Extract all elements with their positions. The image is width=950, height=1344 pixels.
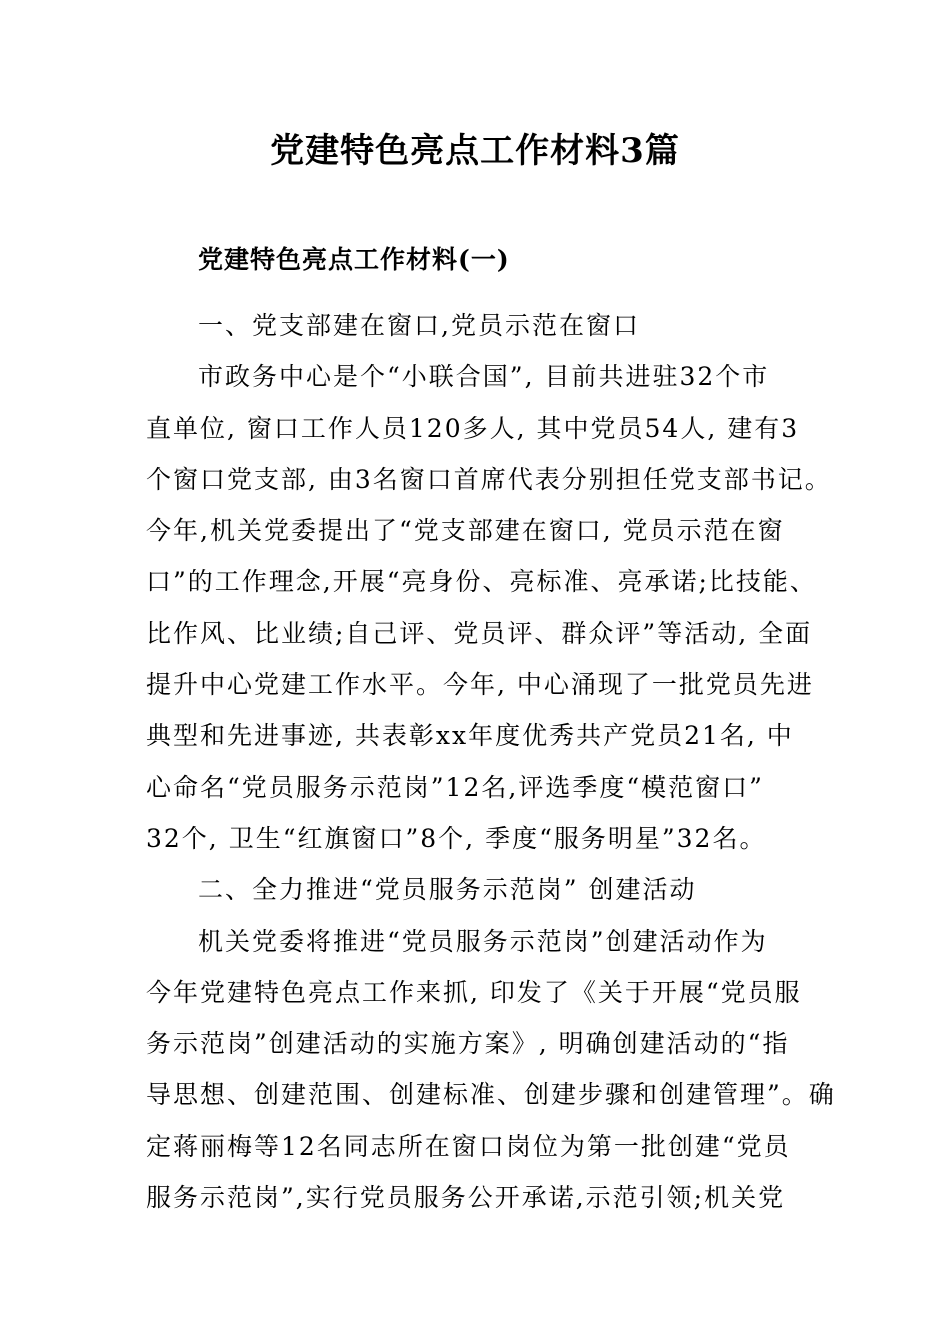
document-title: 党建特色亮点工作材料3篇	[270, 131, 680, 171]
body-line: 服务示范岗”,实行党员服务公开承诺,示范引领;机关党	[146, 1183, 786, 1213]
body-line: 二、全力推进“党员服务示范岗” 创建活动	[198, 875, 697, 905]
document-body	[146, 300, 836, 1223]
body-line: 务示范岗”创建活动的实施方案》, 明确创建活动的“指	[146, 1029, 790, 1059]
body-line: 提升中心党建工作水平。今年, 中心涌现了一批党员先进	[146, 670, 814, 700]
body-line: 个窗口党支部, 由3名窗口首席代表分别担任党支部书记。	[146, 464, 832, 494]
body-line: 今年党建特色亮点工作来抓, 印发了《关于开展“党员服	[146, 977, 802, 1007]
body-line: 比作风、比业绩;自己评、党员评、群众评”等活动, 全面	[146, 618, 813, 648]
body-line: 口”的工作理念,开展“亮身份、亮标准、亮承诺;比技能、	[146, 567, 817, 597]
body-line: 32个, 卫生“红旗窗口”8个, 季度“服务明星”32名。	[146, 823, 767, 853]
body-line: 直单位, 窗口工作人员120多人, 其中党员54人, 建有3	[146, 413, 800, 443]
body-line: 定蒋丽梅等12名同志所在窗口岗位为第一批创建“党员	[146, 1131, 791, 1161]
body-line: 今年,机关党委提出了“党支部建在窗口, 党员示范在窗	[146, 516, 785, 546]
body-line: 典型和先进事迹, 共表彰xx年度优秀共产党员21名, 中	[146, 721, 794, 751]
body-line: 导思想、创建范围、创建标准、创建步骤和创建管理”。确	[146, 1080, 836, 1110]
body-line: 心命名“党员服务示范岗”12名,评选季度“模范窗口”	[146, 772, 764, 802]
section-heading: 党建特色亮点工作材料(一)	[198, 245, 510, 274]
body-line: 市政务中心是个“小联合国”, 目前共进驻32个市	[198, 362, 770, 392]
body-line: 机关党委将推进“党员服务示范岗”创建活动作为	[198, 926, 768, 956]
body-line: 一、党支部建在窗口,党员示范在窗口	[198, 311, 640, 340]
